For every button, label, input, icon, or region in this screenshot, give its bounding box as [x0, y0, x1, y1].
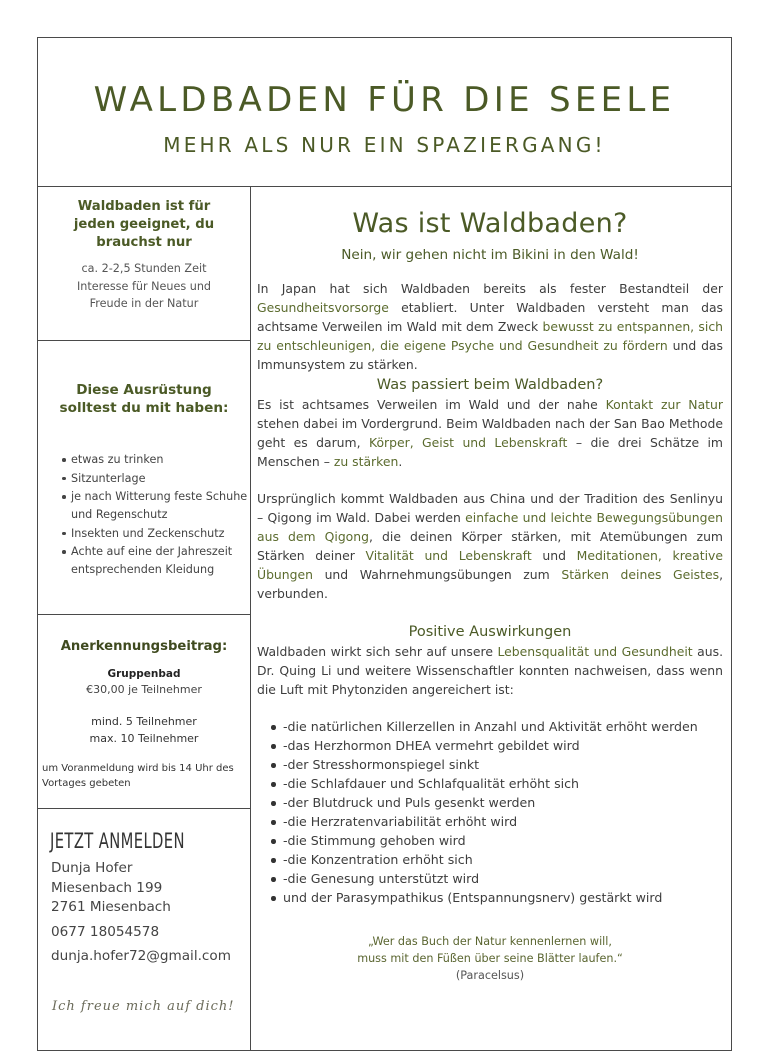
- contact-name: Dunja Hofer: [51, 860, 133, 876]
- text-segment: aus. Dr. Quing Li und weitere Wissenschaftler konnten nachweisen, dass wenn die Luft mit Phytonziden angereichert ist:: [257, 644, 724, 697]
- highlighted-phrase: Körper, Geist und Lebenskraft: [368, 435, 568, 450]
- highlighted-phrase: Lebensqualität und Gesundheit: [497, 644, 693, 659]
- max-participants: max. 10 Teilnehmer: [89, 732, 199, 745]
- section3-paragraph: [257, 642, 723, 699]
- effect-item: -der Blutdruck und Puls gesenkt werden: [271, 793, 723, 812]
- address: [51, 859, 250, 918]
- text-segment: In Japan hat sich Waldbaden bereits als fester Bestandteil der: [257, 281, 723, 296]
- text-segment: – die drei Schätze im Menschen –: [257, 435, 723, 469]
- requirement-item: Interesse für Neues und: [76, 279, 212, 293]
- equipment-box: [38, 341, 250, 615]
- group-label: Gruppenbad: [107, 668, 181, 680]
- highlighted-phrase: bewusst zu entspannen, sich zu entschleunigen, die eigene Psyche und Gesundheit zu fördern: [257, 319, 723, 353]
- requirements-list: [38, 260, 250, 313]
- highlighted-phrase: Kontakt zur Natur: [605, 397, 723, 412]
- text-segment: und Wahrnehmungsübungen zum: [312, 567, 562, 582]
- equipment-item: Insekten und Zeckenschutz: [62, 525, 250, 543]
- equipment-heading-line: solltest du mit haben:: [59, 400, 229, 416]
- signature: Ich freue mich auf dich!: [52, 998, 235, 1014]
- flyer-frame: [37, 37, 732, 1051]
- text-segment: Waldbaden wirkt sich sehr auf unsere: [257, 644, 498, 659]
- highlighted-phrase: Stärken deines Geistes: [561, 567, 720, 582]
- requirements-box: [38, 187, 250, 341]
- text-segment: und: [531, 548, 577, 563]
- text-segment: etabliert. Unter Waldbaden versteht man das achtsame Verweilen im Wald mit dem Zweck: [257, 300, 723, 334]
- min-participants: mind. 5 Teilnehmer: [91, 715, 197, 728]
- quote-line: „Wer das Buch der Natur kennenlernen will,: [368, 935, 612, 948]
- contact-street: Miesenbach 199: [51, 879, 163, 896]
- main-content: [251, 187, 731, 1050]
- highlighted-phrase: einfache und leichte Bewegungsübungen aus dem Qigong: [257, 510, 723, 544]
- contact-city: 2761 Miesenbach: [51, 899, 171, 915]
- main-subtitle: Nein, wir gehen nicht im Bikini in den Wald!: [341, 247, 639, 263]
- text-segment: stehen dabei im Vordergrund. Beim Waldbaden nach der San Bao Methode geht es darum,: [257, 416, 723, 450]
- highlighted-phrase: Meditationen, kreative Übungen: [257, 548, 723, 582]
- main-title: Was ist Waldbaden?: [352, 208, 628, 239]
- register-heading: JETZT ANMELDEN: [50, 829, 185, 853]
- effect-item: -die Herzratenvariabilität erhöht wird: [271, 812, 723, 831]
- text-segment: Ursprünglich kommt Waldbaden aus China und der Tradition des Senlinyu – Qigong im Wald. Dabei werden: [257, 491, 723, 525]
- effect-item: -die Konzentration erhöht sich: [271, 850, 723, 869]
- intro-paragraph: [257, 279, 723, 374]
- effect-item: -die Stimmung gehoben wird: [271, 831, 723, 850]
- requirement-item: ca. 2-2,5 Stunden Zeit: [81, 262, 207, 275]
- text-segment: Es ist achtsames Verweilen im Wald und der nahe: [257, 397, 606, 412]
- section-heading-what-happens: Was passiert beim Waldbaden?: [376, 377, 604, 393]
- effect-item: -das Herzhormon DHEA vermehrt gebildet wird: [271, 736, 723, 755]
- contact-box: [38, 809, 250, 1050]
- registration-note: um Voranmeldung wird bis 14 Uhr des Vortages gebeten: [42, 763, 234, 789]
- quote-author: (Paracelsus): [455, 969, 525, 982]
- page-subtitle: MEHR ALS NUR EIN SPAZIERGANG!: [163, 133, 606, 157]
- quote-line: muss mit den Füßen über seine Blätter laufen.“: [357, 952, 623, 965]
- fee-heading: Anerkennungsbeitrag:: [60, 639, 228, 654]
- section2-paragraph-1: [257, 395, 723, 471]
- sidebar: [38, 187, 251, 1050]
- requirement-item: Freude in der Natur: [89, 297, 199, 310]
- equipment-heading: [38, 381, 250, 417]
- equipment-list: [38, 451, 250, 579]
- highlighted-phrase: zu stärken: [333, 454, 399, 469]
- requirements-heading-line: Waldbaden ist für: [77, 199, 211, 214]
- effect-item: -der Stresshormonspiegel sinkt: [271, 755, 723, 774]
- price: €30,00 je Teilnehmer: [86, 683, 202, 696]
- highlighted-phrase: Vitalität und Lebenskraft: [365, 548, 532, 563]
- text-segment: .: [398, 454, 403, 469]
- requirements-heading-line: brauchst nur: [96, 235, 192, 250]
- equipment-item: etwas zu trinken: [62, 451, 250, 469]
- text-segment: , verbunden.: [257, 567, 724, 601]
- effect-item: -die Genesung unterstützt wird: [271, 869, 723, 888]
- requirements-heading-line: jeden geeignet, du: [73, 217, 215, 232]
- contact-email[interactable]: dunja.hofer72@gmail.com: [51, 948, 231, 964]
- effect-item: -die natürlichen Killerzellen in Anzahl und Aktivität erhöht werden: [271, 717, 723, 736]
- effect-item: und der Parasympathikus (Entspannungsnerv) gestärkt wird: [271, 888, 723, 907]
- section-heading-effects: Positive Auswirkungen: [408, 624, 572, 640]
- equipment-item: Sitzunterlage: [62, 470, 250, 488]
- effect-item: -die Schlafdauer und Schlafqualität erhöht sich: [271, 774, 723, 793]
- requirements-heading: [38, 198, 250, 252]
- participant-limits: [38, 713, 250, 747]
- highlighted-phrase: Gesundheitsvorsorge: [257, 300, 389, 315]
- page-title: WALDBADEN FÜR DIE SEELE: [93, 80, 676, 120]
- quote: [257, 933, 723, 984]
- contact-phone[interactable]: 0677 18054578: [51, 923, 160, 940]
- equipment-heading-line: Diese Ausrüstung: [76, 382, 212, 398]
- text-segment: , die deinen Körper stärken, mit Atemübungen zum Stärken deiner: [257, 529, 723, 563]
- effects-list: [257, 717, 723, 907]
- header: [38, 38, 731, 187]
- text-segment: und das Immunsystem zu stärken.: [257, 338, 723, 372]
- section2-paragraph-2: [257, 489, 723, 603]
- equipment-item: Achte auf eine der Jahreszeit entsprechenden Kleidung: [62, 543, 250, 579]
- equipment-item: je nach Witterung feste Schuhe und Regenschutz: [62, 488, 250, 524]
- fee-box: [38, 615, 250, 809]
